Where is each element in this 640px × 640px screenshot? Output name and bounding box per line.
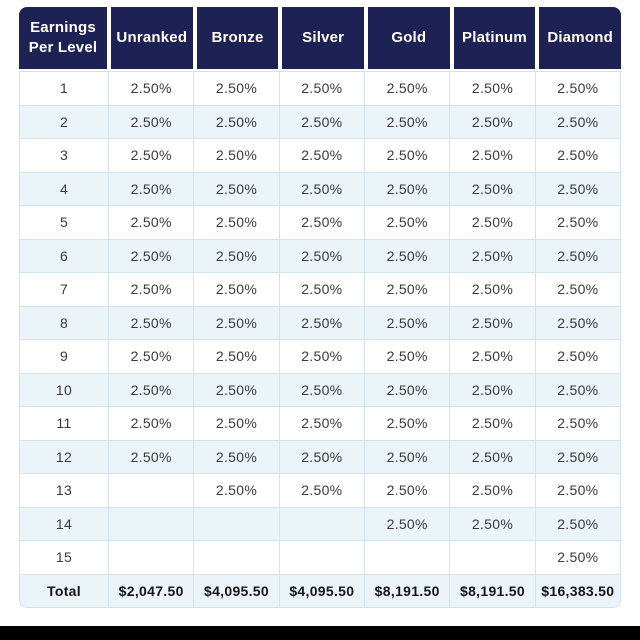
rate-cell: 2.50% xyxy=(364,173,449,206)
rate-cell: 2.50% xyxy=(449,474,534,507)
rate-cell: 2.50% xyxy=(364,340,449,373)
rate-cell: 2.50% xyxy=(535,106,620,139)
table-row xyxy=(20,273,620,307)
rate-cell: 2.50% xyxy=(193,340,278,373)
table-row xyxy=(20,441,620,475)
rate-cell: 2.50% xyxy=(193,173,278,206)
rate-cell: 2.50% xyxy=(279,474,364,507)
rate-cell: 2.50% xyxy=(108,72,193,105)
header-cell-bronze: Bronze xyxy=(193,7,279,69)
rate-cell: 2.50% xyxy=(108,407,193,440)
rate-cell xyxy=(449,541,534,574)
level-cell: 8 xyxy=(59,314,69,331)
rate-cell: 2.50% xyxy=(279,106,364,139)
header-cell-silver: Silver xyxy=(278,7,364,69)
rate-cell: 2.50% xyxy=(535,139,620,172)
level-cell: 10 xyxy=(55,381,73,398)
table-row xyxy=(20,307,620,341)
rate-cell: 2.50% xyxy=(108,139,193,172)
rate-cell: 2.50% xyxy=(364,206,449,239)
rate-cell: 2.50% xyxy=(449,173,534,206)
table-row xyxy=(20,541,620,575)
rate-cell: 2.50% xyxy=(449,139,534,172)
table-body xyxy=(19,71,621,608)
total-value-cell: $16,383.50 xyxy=(535,575,620,608)
rate-cell: 2.50% xyxy=(108,206,193,239)
level-cell: 11 xyxy=(56,415,72,432)
rate-cell: 2.50% xyxy=(193,240,278,273)
rate-cell: 2.50% xyxy=(364,240,449,273)
rate-cell: 2.50% xyxy=(535,374,620,407)
rate-cell: 2.50% xyxy=(364,72,449,105)
header-cell-gold: Gold xyxy=(364,7,450,69)
rate-cell: 2.50% xyxy=(364,273,449,306)
table-row xyxy=(20,340,620,374)
rate-cell: 2.50% xyxy=(193,441,278,474)
rate-cell: 2.50% xyxy=(449,106,534,139)
rate-cell: 2.50% xyxy=(108,340,193,373)
table-row xyxy=(20,173,620,207)
level-cell: 6 xyxy=(59,247,69,264)
level-cell: 2 xyxy=(59,113,69,130)
rate-cell xyxy=(279,541,364,574)
rate-cell: 2.50% xyxy=(364,307,449,340)
table-row xyxy=(20,206,620,240)
rate-cell: 2.50% xyxy=(535,441,620,474)
total-row xyxy=(20,575,620,608)
rate-cell: 2.50% xyxy=(279,374,364,407)
table-row xyxy=(20,474,620,508)
rate-cell: 2.50% xyxy=(193,474,278,507)
level-cell: 4 xyxy=(59,180,69,197)
rate-cell: 2.50% xyxy=(449,340,534,373)
rate-cell: 2.50% xyxy=(364,508,449,541)
rate-cell: 2.50% xyxy=(108,307,193,340)
rate-cell: 2.50% xyxy=(279,72,364,105)
rate-cell xyxy=(364,541,449,574)
rate-cell xyxy=(108,474,193,507)
rate-cell: 2.50% xyxy=(449,72,534,105)
rate-cell: 2.50% xyxy=(535,273,620,306)
bottom-bar xyxy=(0,626,640,640)
level-cell: 7 xyxy=(59,281,69,298)
rate-cell: 2.50% xyxy=(193,72,278,105)
total-value-cell: $8,191.50 xyxy=(449,575,534,608)
total-value-cell: $2,047.50 xyxy=(108,575,193,608)
level-cell: 12 xyxy=(55,448,73,465)
rate-cell: 2.50% xyxy=(108,106,193,139)
rate-cell: 2.50% xyxy=(364,441,449,474)
rate-cell: 2.50% xyxy=(193,273,278,306)
rate-cell: 2.50% xyxy=(279,441,364,474)
rate-cell xyxy=(108,508,193,541)
rate-cell: 2.50% xyxy=(279,206,364,239)
rate-cell: 2.50% xyxy=(449,206,534,239)
rate-cell: 2.50% xyxy=(535,173,620,206)
rate-cell: 2.50% xyxy=(535,508,620,541)
rate-cell xyxy=(279,508,364,541)
table-row xyxy=(20,106,620,140)
level-cell: 5 xyxy=(59,214,69,231)
rate-cell: 2.50% xyxy=(535,72,620,105)
rate-cell xyxy=(193,541,278,574)
rate-cell: 2.50% xyxy=(279,340,364,373)
header-cell-diamond: Diamond xyxy=(535,7,621,69)
rate-cell: 2.50% xyxy=(279,173,364,206)
rate-cell: 2.50% xyxy=(535,206,620,239)
rate-cell: 2.50% xyxy=(535,340,620,373)
rate-cell: 2.50% xyxy=(535,307,620,340)
rate-cell: 2.50% xyxy=(364,474,449,507)
rate-cell: 2.50% xyxy=(193,374,278,407)
rate-cell: 2.50% xyxy=(279,240,364,273)
total-value-cell: $4,095.50 xyxy=(193,575,278,608)
table-row xyxy=(20,139,620,173)
rate-cell: 2.50% xyxy=(364,407,449,440)
rate-cell: 2.50% xyxy=(108,240,193,273)
rate-cell xyxy=(193,508,278,541)
level-cell: 13 xyxy=(55,482,73,499)
level-cell: 9 xyxy=(59,348,69,365)
rate-cell xyxy=(108,541,193,574)
earnings-per-level-table xyxy=(19,7,621,608)
table-row xyxy=(20,240,620,274)
table-row xyxy=(20,374,620,408)
table-row xyxy=(20,407,620,441)
rate-cell: 2.50% xyxy=(449,240,534,273)
rate-cell: 2.50% xyxy=(364,374,449,407)
rate-cell: 2.50% xyxy=(193,139,278,172)
table-header-row xyxy=(19,7,621,69)
rate-cell: 2.50% xyxy=(535,407,620,440)
total-label-cell: Total xyxy=(47,582,81,599)
rate-cell: 2.50% xyxy=(364,139,449,172)
rate-cell: 2.50% xyxy=(108,273,193,306)
rate-cell: 2.50% xyxy=(449,307,534,340)
level-cell: 3 xyxy=(59,147,69,164)
rate-cell: 2.50% xyxy=(449,407,534,440)
rate-cell: 2.50% xyxy=(108,441,193,474)
rate-cell: 2.50% xyxy=(193,407,278,440)
rate-cell: 2.50% xyxy=(279,139,364,172)
rate-cell: 2.50% xyxy=(193,106,278,139)
rate-cell: 2.50% xyxy=(449,441,534,474)
table-row xyxy=(20,508,620,542)
total-value-cell: $4,095.50 xyxy=(279,575,364,608)
header-cell-unranked: Unranked xyxy=(107,7,193,69)
total-value-cell: $8,191.50 xyxy=(364,575,449,608)
header-cell-earnings-per-level: Earnings Per Level xyxy=(19,7,107,69)
rate-cell: 2.50% xyxy=(449,508,534,541)
rate-cell: 2.50% xyxy=(279,273,364,306)
rate-cell: 2.50% xyxy=(193,307,278,340)
rate-cell: 2.50% xyxy=(449,273,534,306)
level-cell: 14 xyxy=(55,515,73,532)
rate-cell: 2.50% xyxy=(108,173,193,206)
rate-cell: 2.50% xyxy=(279,307,364,340)
rate-cell: 2.50% xyxy=(535,474,620,507)
level-cell: 1 xyxy=(59,80,69,97)
rate-cell: 2.50% xyxy=(535,541,620,574)
rate-cell: 2.50% xyxy=(535,240,620,273)
rate-cell: 2.50% xyxy=(193,206,278,239)
header-cell-platinum: Platinum xyxy=(450,7,536,69)
level-cell: 15 xyxy=(55,549,73,566)
rate-cell: 2.50% xyxy=(364,106,449,139)
rate-cell: 2.50% xyxy=(279,407,364,440)
rate-cell: 2.50% xyxy=(108,374,193,407)
rate-cell: 2.50% xyxy=(449,374,534,407)
table-row xyxy=(20,72,620,106)
